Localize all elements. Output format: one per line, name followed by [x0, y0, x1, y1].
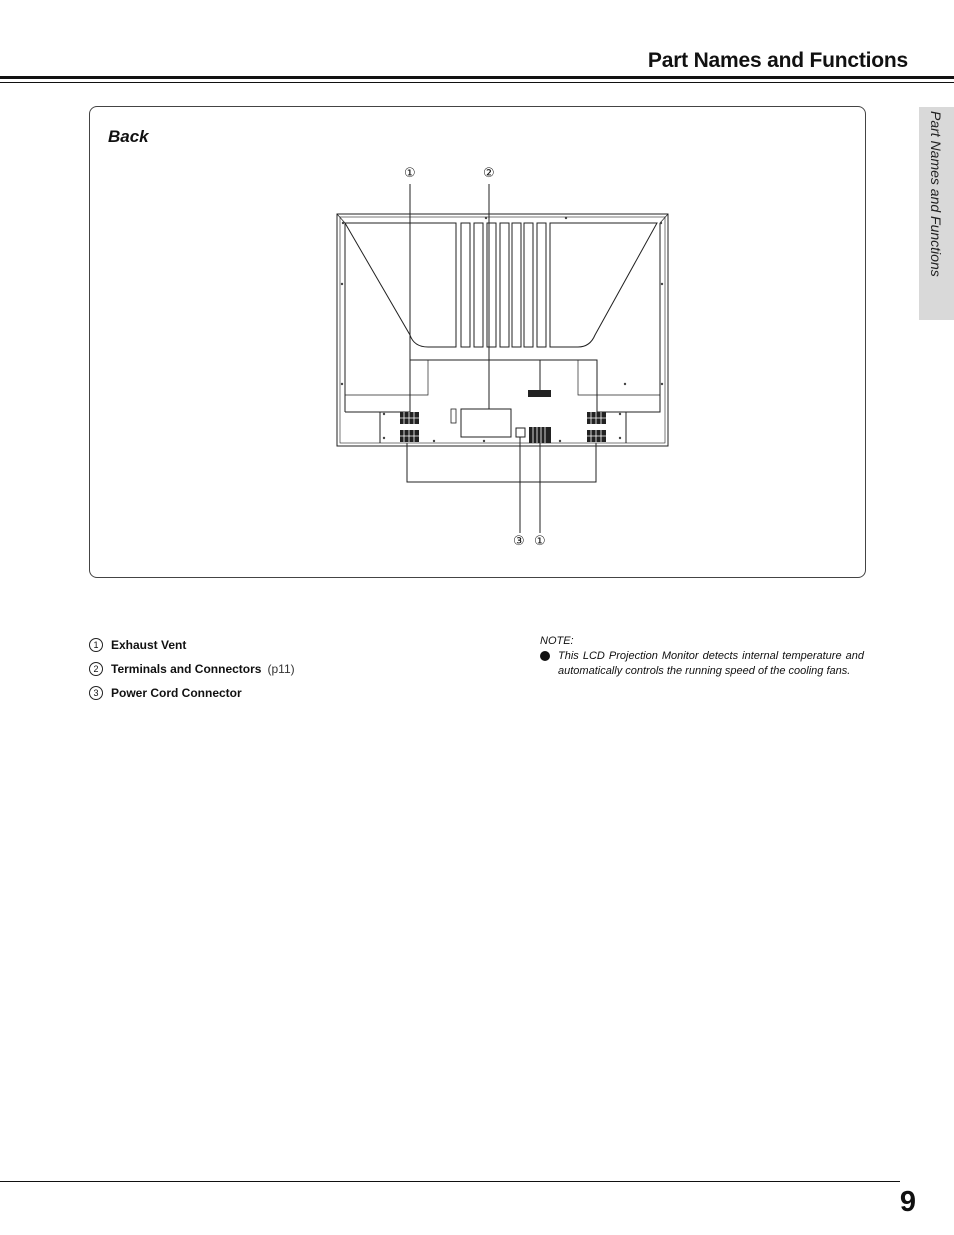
callout-marker-1-top: ①	[404, 166, 416, 181]
legend-number: 1	[89, 638, 103, 652]
legend-item	[89, 637, 186, 652]
leader-line-1-top	[410, 184, 597, 412]
vent-slot	[512, 223, 521, 347]
side-tab-label: Part Names and Functions	[928, 111, 944, 277]
lower-housing	[345, 223, 660, 443]
back-panel-diagram	[0, 0, 954, 600]
power-connector	[516, 428, 525, 437]
legend-label: Power Cord Connector	[111, 685, 242, 700]
vent-slot	[487, 223, 496, 347]
note-bullet-icon	[540, 651, 550, 661]
page-reference: (p11)	[267, 661, 295, 676]
figure-title: Back	[108, 127, 149, 146]
fan-grille	[528, 390, 551, 397]
page-number: 9	[899, 1186, 916, 1218]
vent-slot	[500, 223, 509, 347]
legend-label: Terminals and Connectors	[111, 661, 262, 676]
legend-number: 2	[89, 662, 103, 676]
vent-slot	[537, 223, 546, 347]
leader-line-bracket	[407, 443, 596, 482]
legend-label: Exhaust Vent	[111, 637, 187, 652]
lower-vent	[529, 427, 551, 443]
callout-marker-1-bottom: ①	[534, 534, 546, 549]
callout-marker-3: ③	[513, 534, 525, 549]
legend-item	[89, 685, 242, 700]
note-label: NOTE:	[540, 635, 574, 647]
terminal-panel	[461, 409, 511, 437]
footer-rule	[0, 1181, 900, 1182]
vent-slot	[461, 223, 470, 347]
cabinet-outline	[337, 214, 668, 446]
vent-slot	[524, 223, 533, 347]
left-panel	[345, 223, 456, 347]
legend-number: 3	[89, 686, 103, 700]
right-panel	[550, 223, 657, 347]
vent-slot	[474, 223, 483, 347]
note-text: This LCD Projection Monitor detects internal temperature and automatically controls the running speed of the cooling fans.	[558, 650, 864, 677]
legend-item	[89, 661, 295, 676]
page-header-title: Part Names and Functions	[647, 49, 908, 72]
callout-marker-2: ②	[483, 166, 495, 181]
